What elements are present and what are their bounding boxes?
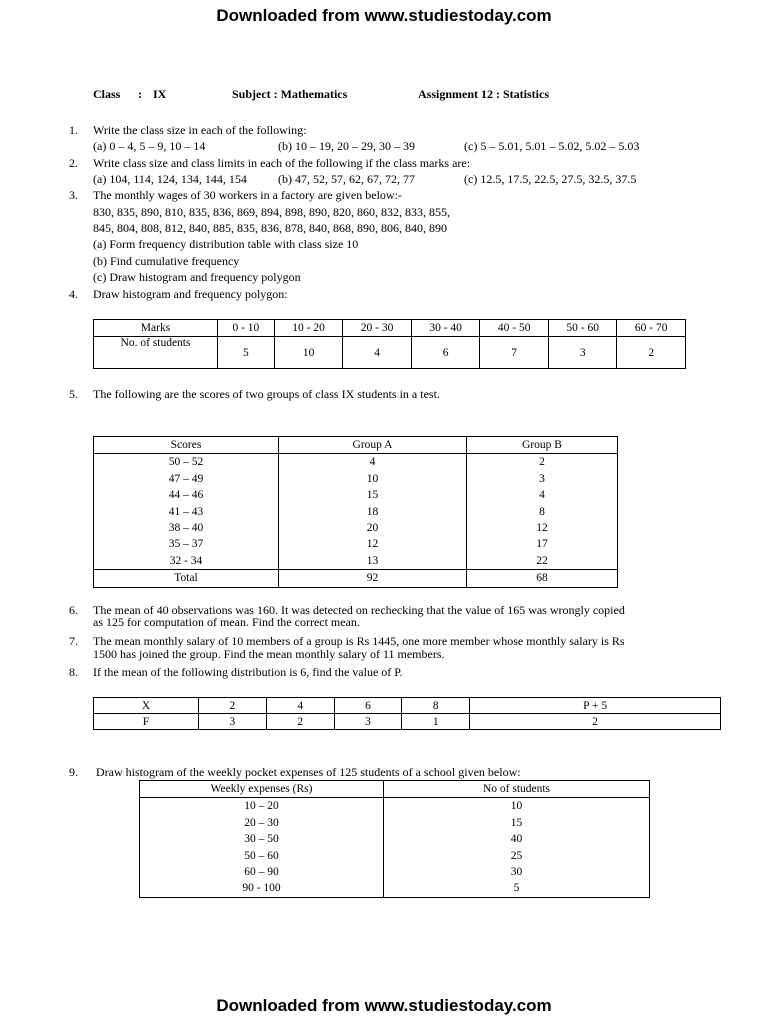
question-number: 6. [69,603,78,617]
table-cell: 44 – 46 [94,487,279,503]
table-cell: 8 [402,698,470,714]
table-cell: 92 [279,570,467,587]
table-cell: 38 – 40 [94,520,279,536]
top-banner: Downloaded from www.studiestoday.com [216,6,552,25]
bottom-banner: Downloaded from www.studiestoday.com [216,996,552,1015]
table-cell: 30 – 50 [140,831,384,847]
q3-wages-line-1: 830, 835, 890, 810, 835, 836, 869, 894, 898, 890, 820, 860, 832, 833, 855, [93,205,450,219]
table-cell: 2 [617,337,686,369]
table-row [140,831,650,847]
table-cell: 0 - 10 [218,320,275,337]
question-text: Draw histogram and frequency polygon: [93,287,288,301]
question-number: 8. [69,665,78,679]
question-text: Draw histogram of the weekly pocket expenses of 125 students of a school given below: [96,765,521,779]
question-text: Write class size and class limits in each of the following if the class marks are: [93,156,471,170]
table-header: Group A [279,437,467,454]
table-cell: 10 [274,337,343,369]
table-cell: 4 [279,454,467,471]
table-cell: 4 [266,698,334,714]
table-row [94,536,618,552]
table-cell: 50 – 52 [94,454,279,471]
table-cell: 6 [334,698,402,714]
assignment-title: Assignment 12 : Statistics [418,87,549,101]
table-row [140,815,650,831]
table-cell: 12 [279,536,467,552]
table-cell: 15 [279,487,467,503]
table-row [94,553,618,570]
table-cell: 32 - 34 [94,553,279,570]
table-cell: 18 [279,504,467,520]
table-header: Marks [94,320,218,337]
table-row [94,504,618,520]
table-cell: P + 5 [470,698,721,714]
marks-table [93,319,686,369]
table-cell: 20 - 30 [343,320,412,337]
q2-option-b: (b) 47, 52, 57, 62, 67, 72, 77 [278,172,415,186]
table-cell: 2 [470,714,721,730]
table-row [94,454,618,471]
table-row [94,520,618,536]
subject-label: Subject : Mathematics [232,87,348,101]
question-text: The mean of 40 observations was 160. It was detected on rechecking that the value of 165 was wrongly copied [93,603,625,617]
table-cell: 13 [279,553,467,570]
table-cell: 22 [467,553,618,570]
table-cell: 90 - 100 [140,880,384,897]
q6-text-line-2: as 125 for computation of mean. Find the correct mean. [93,615,360,629]
table-header: X [94,698,199,714]
table-row [94,714,721,730]
question-text: The monthly wages of 30 workers in a factory are given below:- [93,188,402,202]
distribution-table [93,697,721,730]
table-cell: 47 – 49 [94,471,279,487]
table-header: F [94,714,199,730]
table-row [140,864,650,880]
table-cell: 20 [279,520,467,536]
table-cell: 30 - 40 [411,320,480,337]
table-cell: Total [94,570,279,587]
table-cell: 2 [199,698,267,714]
table-cell: 8 [467,504,618,520]
table-cell: 3 [199,714,267,730]
table-cell: 5 [218,337,275,369]
q2-option-a: (a) 104, 114, 124, 134, 144, 154 [93,172,247,186]
table-header: No. of students [94,337,218,369]
q3-part-c: (c) Draw histogram and frequency polygon [93,270,301,284]
table-cell: 41 – 43 [94,504,279,520]
q3-wages-line-2: 845, 804, 808, 812, 840, 885, 835, 836, 878, 840, 868, 890, 806, 840, 890 [93,221,447,235]
class-label: Class [93,87,121,101]
table-cell: 25 [384,848,650,864]
table-cell: 3 [334,714,402,730]
question-number: 7. [69,634,78,648]
table-cell: 10 [279,471,467,487]
table-cell: 50 - 60 [548,320,617,337]
table-cell: 10 [384,798,650,815]
table-cell: 7 [480,337,549,369]
table-cell: 68 [467,570,618,587]
weekly-expenses-table [139,780,650,898]
q1-option-a: (a) 0 – 4, 5 – 9, 10 – 14 [93,139,206,153]
question-number: 1. [69,123,78,137]
table-row [94,698,721,714]
table-cell: 4 [467,487,618,503]
table-cell: 3 [467,471,618,487]
q7-text-line-2: 1500 has joined the group. Find the mean monthly salary of 11 members. [93,647,445,661]
table-cell: 30 [384,864,650,880]
table-header: Weekly expenses (Rs) [140,781,384,798]
question-text: The following are the scores of two groups of class IX students in a test. [93,387,440,401]
class-value: IX [153,87,167,101]
table-row [94,487,618,503]
table-cell: 17 [467,536,618,552]
table-cell: 6 [411,337,480,369]
total-row [94,570,618,587]
table-cell: 40 [384,831,650,847]
table-row [94,471,618,487]
table-cell: 2 [467,454,618,471]
table-cell: 3 [548,337,617,369]
class-colon: : [138,87,142,101]
table-cell: 12 [467,520,618,536]
table-header: Group B [467,437,618,454]
q1-option-c: (c) 5 – 5.01, 5.01 – 5.02, 5.02 – 5.03 [464,139,640,153]
table-row [140,848,650,864]
q1-option-b: (b) 10 – 19, 20 – 29, 30 – 39 [278,139,415,153]
q2-option-c: (c) 12.5, 17.5, 22.5, 27.5, 32.5, 37.5 [464,172,637,186]
table-row [140,880,650,897]
table-cell: 40 - 50 [480,320,549,337]
question-number: 4. [69,287,78,301]
q3-part-b: (b) Find cumulative frequency [93,254,240,268]
question-text: If the mean of the following distribution is 6, find the value of P. [93,665,403,679]
table-cell: 20 – 30 [140,815,384,831]
question-number: 2. [69,156,78,170]
table-cell: 4 [343,337,412,369]
question-number: 9. [69,765,78,779]
table-cell: 10 - 20 [274,320,343,337]
table-header: Scores [94,437,279,454]
q3-part-a: (a) Form frequency distribution table with class size 10 [93,237,359,251]
table-cell: 2 [266,714,334,730]
question-number: 3. [69,188,78,202]
question-number: 5. [69,387,78,401]
table-row [140,798,650,815]
scores-table [93,436,618,588]
table-cell: 5 [384,880,650,897]
table-header: No of students [384,781,650,798]
table-cell: 15 [384,815,650,831]
table-cell: 1 [402,714,470,730]
table-cell: 60 - 70 [617,320,686,337]
question-text: Write the class size in each of the following: [93,123,307,137]
table-cell: 60 – 90 [140,864,384,880]
table-cell: 10 – 20 [140,798,384,815]
table-cell: 50 – 60 [140,848,384,864]
question-text: The mean monthly salary of 10 members of a group is Rs 1445, one more member whose monthly salary is Rs [93,634,625,648]
table-cell: 35 – 37 [94,536,279,552]
